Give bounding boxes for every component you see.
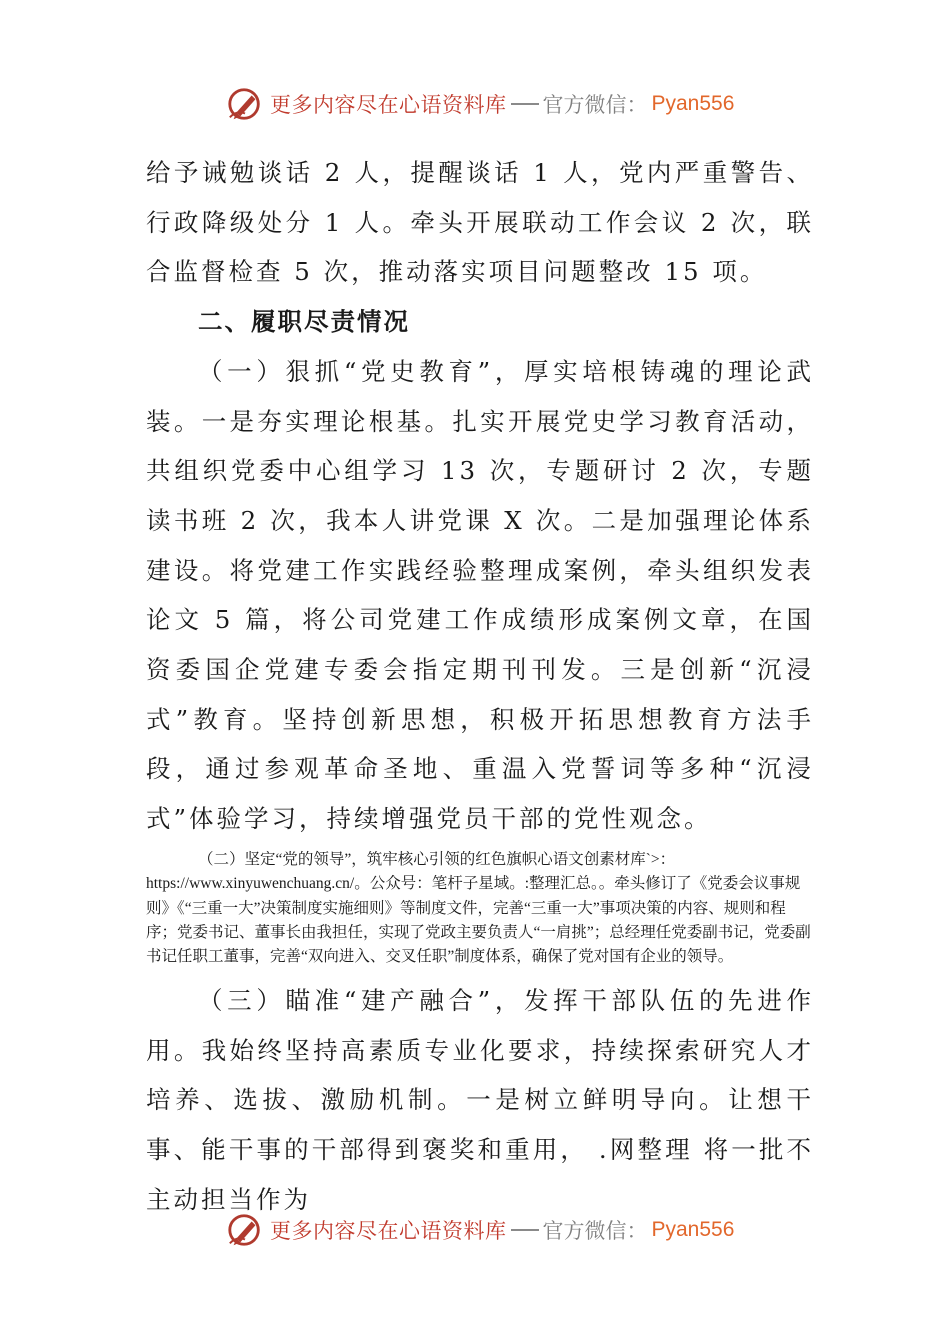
banner-wechat-label: 官方微信： [542,1219,648,1243]
banner-dash [511,1229,539,1231]
section-heading-2: 二、履职尽责情况 [198,307,410,337]
banner-dash [511,103,539,105]
pen-logo-icon [226,1211,264,1249]
pen-logo-icon [226,85,264,123]
banner-wechat-id: Pyan556 [651,1218,735,1241]
paragraph-3-rest: https://www.xinyuwenchuang.cn/。公众号：笔杆子星域。:整理汇总。。牵头修订了《党委会议事规则》《“三重一大”决策制度实施细则》等制度文件，完善“三重一大”事项决策的内容、规则和程序；党委书记、董事长由我担任，实现了党政主要负责人“一肩挑”；总经理任党委副书记，党委副书记任职工董事，完善“双向进入、交叉任职”制度体系，确保了党对国有企业的领导。 [146,875,811,966]
header-banner [226,84,734,124]
paragraph-3-lead: （二）坚定“党的领导”，筑牢核心引领的红色旗帜心语文创素材库`>： [198,850,676,868]
banner-wechat-label: 官方微信： [542,93,648,117]
banner-title: 更多内容尽在心语资料库 [270,93,507,117]
document-body [146,148,814,1224]
paragraph-3 [146,848,814,970]
paragraph-1: 给予诫勉谈话 2 人，提醒谈话 1 人，党内严重警告、行政降级处分 1 人。牵头开展联动工作会议 2 次，联合监督检查 5 次，推动落实项目问题整改 15 项。 [146,158,814,287]
banner-title: 更多内容尽在心语资料库 [270,1219,507,1243]
footer-banner [226,1210,734,1250]
paragraph-2: （一）狠抓“党史教育”，厚实培根铸魂的理论武装。一是夯实理论根基。扎实开展党史学习教育活动，共组织党委中心组学习 13 次，专题研讨 2 次，专题读书班 2 次，我本人讲党课 X 次。二是加强理论体系建设。将党建工作实践经验整理成案例，牵头组织发表论文 5 篇，将公司党建工作成绩形成案例文章，在国资委国企党建专委会指定期刊刊发。三是创新“沉浸式”教育。坚持创新思想，积极开拓思想教育方法手段，通过参观革命圣地、重温入党誓词等多种“沉浸式”体验学习，持续增强党员干部的党性观念。 [146,356,814,834]
paragraph-4: （三）瞄准“建产融合”，发挥干部队伍的先进作用。我始终坚持高素质专业化要求，持续探索研究人才培养、选拔、激励机制。一是树立鲜明导向。让想干事、能干事的干部得到褒奖和重用， .网整理 将一批不主动担当作为 [146,985,814,1214]
banner-wechat-id: Pyan556 [651,92,735,115]
